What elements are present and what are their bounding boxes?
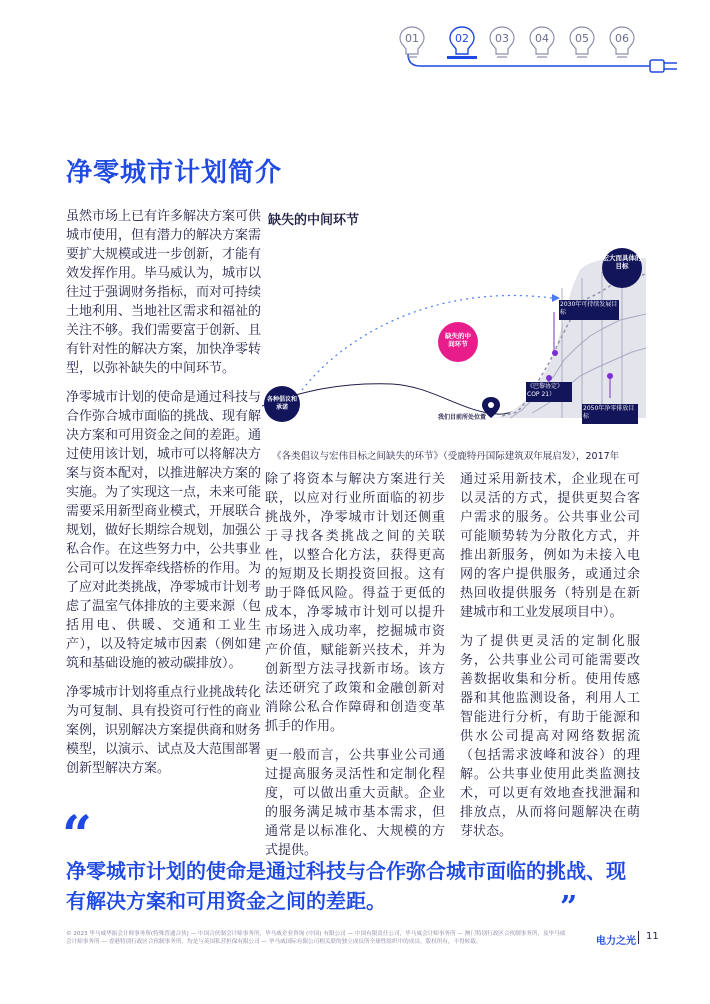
chapter-label: 04 [535, 32, 549, 45]
close-quote-icon: ” [560, 890, 578, 925]
label-paris-agreement: 《巴黎协定》COP 21） [527, 383, 564, 398]
chapter-label: 06 [615, 32, 629, 45]
paragraph: 为了提供更灵活的定制化服务，公共事业公司可能需要改善数据收集和分析。使用传感器和其他监测设备，利用人工智能进行分析，有助于能源和供水公司提高对网络数据流（包括需求波峰和波谷）的理解。公共事业使用此类监测技术，可以更有效地查找泄漏和排放点，从而将问题解决在萌芽状态。 [460, 634, 640, 839]
chapter-02-bulb-icon[interactable] [447, 24, 477, 64]
paragraph: 虽然市场上已有许多解决方案可供城市使用，但有潜力的解决方案需要扩大规模或进一步创新，才能有效发挥作用。毕马威认为，城市以往过于强调财务指标，而对可持续土地利用、当地社区需求和福祉的关注不够。我们需要富于创新、且有针对性的解决方案，加快净零转型，以弥补缺失的中间环节。 [66, 209, 262, 376]
label-missing-link: 缺失的中间环节 [445, 332, 471, 348]
page-number: 11 [646, 931, 659, 942]
chapter-04-bulb-icon[interactable] [527, 24, 557, 64]
chapter-05-bulb-icon[interactable] [567, 24, 597, 64]
open-quote-icon: “ [62, 805, 92, 866]
body-column-3 [460, 470, 640, 851]
footer-divider [638, 931, 639, 944]
chapter-nav [395, 18, 695, 78]
page-title: 净零城市计划简介 [66, 158, 283, 188]
label-initiatives: 各种倡议和承诺 [266, 396, 297, 411]
chapter-label: 02 [455, 32, 469, 45]
label-sdg-2030: 2030年可持续发展目标 [560, 301, 618, 316]
chapter-label: 05 [575, 32, 589, 45]
figure-title: 缺失的中间环节 [268, 213, 360, 228]
pull-quote: 净零城市计划的使命是通过科技与合作弥合城市面临的挑战、现有解决方案和可用资金之间的差距。 [66, 859, 626, 913]
label-current-position: 我们目前所处位置 [438, 414, 487, 421]
paragraph: 净零城市计划的使命是通过科技与合作弥合城市面临的挑战、现有解决方案和可用资金之间的差距。通过使用该计划，城市可以将解决方案与资本配对，以推进解决方案的实施。为了实现这一点，未来可能需要采用新型商业模式，开展联合规划，做好长期综合规划，加强公私合作。在这些努力中，公共事业公司可以发挥牵线搭桥的作用。为了应对此类挑战，净零城市计划考虑了温室气体排放的主要来源（包括用电、供暖、交通和工业生产），以及特定城市因素（例如建筑和基础设施的被动碳排放）。 [66, 390, 262, 671]
chapter-03-bulb-icon[interactable] [487, 24, 517, 64]
chapter-label: 03 [495, 32, 509, 45]
paragraph: 通过采用新技术，企业现在可以灵活的方式，提供更契合客户需求的服务。公共事业公司可能顺势转为分散化方式，并推出新服务，例如为未接入电网的客户提供服务，或通过余热回收提供服务（特别是在新建城市和工业发展项目中）。 [460, 472, 640, 620]
paragraph: 净零城市计划将重点行业挑战转化为可复制、具有投资可行性的商业案例，识别解决方案提供商和财务模型，以演示、试点及大范围部署创新型解决方案。 [66, 685, 262, 776]
chapter-01-bulb-icon[interactable] [397, 24, 427, 64]
label-grand-goals: 宏大而具体的目标 [602, 254, 642, 270]
label-netzero-2050: 2050年净零排放目标 [583, 405, 635, 420]
paragraph: 更一般而言，公共事业公司通过提高服务灵活性和定制化程度，可以做出重大贡献。企业的服务满足城市基本需求，但通常是以标准化、大规模的方式提供。 [265, 748, 445, 858]
body-column-1 [66, 207, 261, 788]
footer-legal-text: © 2023 毕马威华振会计师事务所(特殊普通合伙) — 中国合伙制会计师事务所，毕马威企业咨询 (中国) 有限公司 — 中国有限责任公司，毕马威会计师事务所 — 澳门特别行政区合伙制事务所，及毕马威会计师事务所 — 香港特别行政区合伙制事务所，均是与英国私营担保有限公司 — 毕马威国际有限公司相关联的独立成员所全球性组织中的成员。版权所有，不得转载。 [66, 931, 566, 945]
chapter-label: 01 [405, 32, 419, 45]
missing-link-figure [262, 228, 646, 446]
footer-brand: 电力之光 [596, 936, 636, 947]
chapter-06-bulb-icon[interactable] [607, 24, 637, 64]
paragraph: 除了将资本与解决方案进行关联，以应对行业所面临的初步挑战外，净零城市计划还侧重于寻找各类挑战之间的关联性，以整合化方法，获得更高的短期及长期投资回报。这有助于降低风险。得益于更低的成本，净零城市计划可以提升市场进入成功率，挖掘城市资产价值，赋能新兴技术，并为创新型方法寻找新市场。该方法还研究了政策和金融创新对消除公私合作障碍和创造变革抓手的作用。 [265, 472, 445, 734]
body-column-2 [265, 470, 445, 870]
figure-caption: 《各类倡议与宏伟目标之间缺失的环节》（受鹿特丹国际建筑双年展启发），2017年 [272, 451, 620, 462]
